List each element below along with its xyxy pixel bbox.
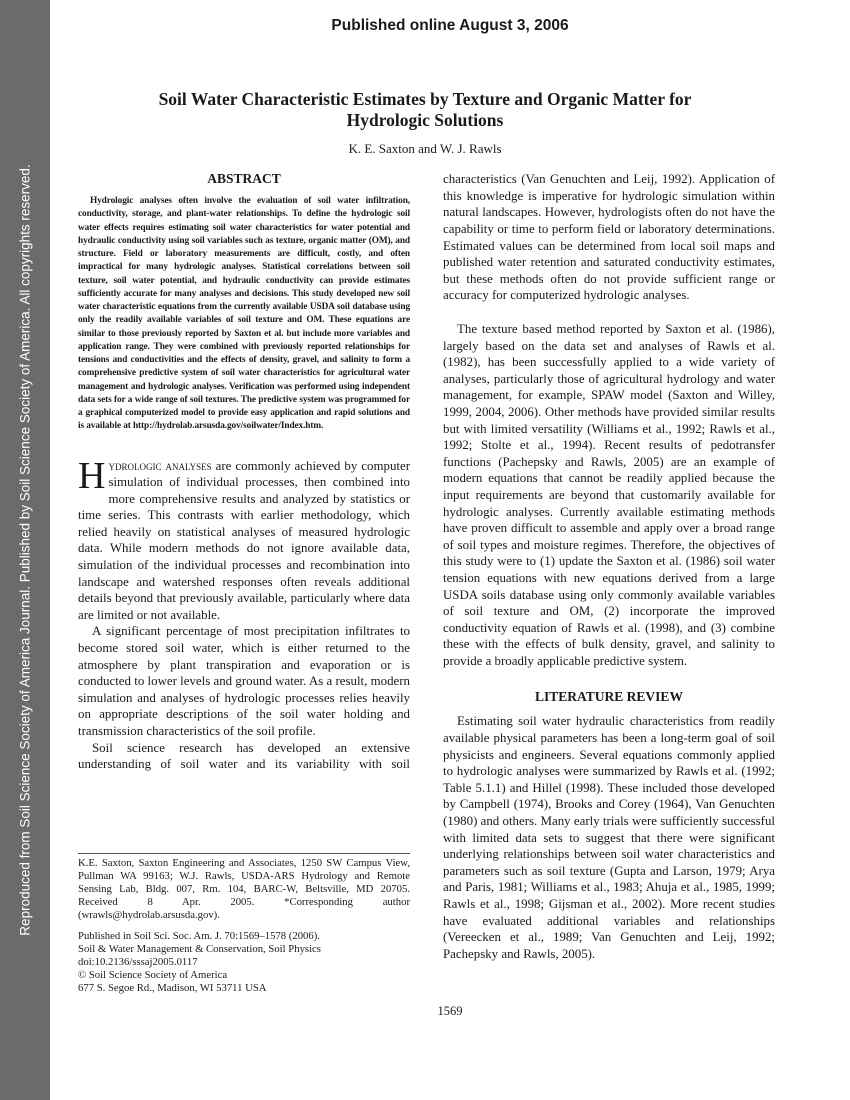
- intro-smallcaps: ydrologic analyses: [108, 458, 212, 473]
- right-column: [443, 171, 775, 962]
- intro-paragraph-1: [78, 454, 410, 624]
- side-banner: [0, 0, 50, 1100]
- intro-paragraph-3-tail: characteristics (Van Genuchten and Leij, 1992). Application of this knowledge is imperative for hydrologic simulation within natural landscapes. However, hydrologists often do not have the capability or time to perform field or laboratory determinations. Estimated values can be determined from local soil maps and published water retention and saturated conductivity estimates, but these methods often do not provide sufficient range or accuracy for computerized hydrologic analyses.: [443, 172, 775, 303]
- page-number: 1569: [437, 1004, 463, 1018]
- intro-paragraph-4: The texture based method reported by Saxton et al. (1986), largely based on the data set and analyses of Rawls et al. (1982), has been successfully applied to a wide variety of analyses, particularly those of agricultural hydrology and water management, for example, SPAW model (Saxton and Willey, 1999, 2004, 2006). Other methods have provided similar results but with limited versatility (Williams et al., 1992; Rawls et al., 1992; Stolte et al., 1994). Recent results of pedotransfer functions (Pachepsky and Rawls, 2005) are an example of modern equations that cannot be readily applied because the input requirements are beyond that customarily available for hydrologic analyses. Currently available estimating methods have proven difficult to assemble and apply over a broad range of soil types and moisture regimes. Therefore, the objectives of this study were to (1) update the Saxton et al. (1986) soil water tension equations with new equations derived from a large USDA soils database using only commonly available variables of soil texture and OM, (2) incorporate the improved conductivity equation of Rawls et al. (1998), and (3) combine these with the effects of bulk density, gravel, and salinity to provide a broadly applicable predictive system.: [443, 322, 775, 668]
- publication-info: [78, 930, 410, 995]
- intro-paragraph-3-continued: [443, 171, 775, 321]
- article-authors: K. E. Saxton and W. J. Rawls: [348, 141, 502, 156]
- publication-doi: doi:10.2136/sssaj2005.0117: [78, 956, 198, 968]
- intro-paragraph-3: Soil science research has developed an extensive understanding of soil water and its variability with soil: [78, 740, 410, 772]
- publication-address: 677 S. Segoe Rd., Madison, WI 53711 USA: [78, 982, 267, 994]
- reproduction-notice: Reproduced from Soil Science Society of America Journal. Published by Soil Science Society of America. All copyrights reserved.: [17, 164, 33, 936]
- published-date: Published online August 3, 2006: [331, 17, 569, 34]
- literature-paragraph-1: Estimating soil water hydraulic characteristics from readily available physical parameters has been a long-term goal of soil physicists and engineers. Several equations commonly applied to hydrologic analyses were summarized by Rawls et al. (1992; Table 5.1.1) and Hillel (1998). These included those developed by Campbell (1974), Brooks and Corey (1964), Van Genuchten (1980) and others. Many early trials were sufficiently successful with limited data sets to suggest that there were significant underlying relationships between soil water characteristics and parameters such as soil texture (Gupta and Larson, 1979; Arya and Paris, 1981; Williams et al., 1983; Ahuja et al., 1985, 1999; Rawls et al., 1998; Gijsman et al., 2002). More recent studies have evaluated additional variables and relationships (Vereecken et al., 1989; Van Genuchten and Leij, 1992; Pachepsky and Rawls, 2005).: [443, 714, 775, 961]
- intro-paragraph-2: A significant percentage of most precipitation infiltrates to become stored soil water, which is either returned to the atmosphere by plant transpiration and evaporation or is conducted to lower levels and ground water. As a result, modern simulation and analyses of hydrologic processes relies heavily on appropriate descriptions of the soil water holding and transmission characteristics of the soil profile.: [78, 624, 410, 738]
- abstract-heading: ABSTRACT: [207, 171, 281, 186]
- author-affiliations: K.E. Saxton, Saxton Engineering and Associates, 1250 SW Campus View, Pullman WA 99163; W.J. Rawls, USDA-ARS Hydrology and Remote Sensing Lab, Bldg. 007, Rm. 104, BARC-W, Beltsville, MD 20705. Received 8 Apr. 2005. *Corresponding author (wrawls@hydrolab.arsusda.gov).: [78, 857, 410, 921]
- abstract-text: Hydrologic analyses often involve the evaluation of soil water infiltration, conductivity, storage, and plant-water relationships. To define the hydrologic soil water effects requires estimating soil water characteristics for water potential and hydraulic conductivity using soil variables such as texture, organic matter (OM), and structure. Field or laboratory measurements are difficult, costly, and often impractical for many hydrologic analyses. Statistical correlations between soil texture, soil water potential, and hydraulic conductivity can provide estimates sufficiently accurate for many analyses and decisions. This study developed new soil water characteristic equations from the currently available USDA soil database using only the readily available variables of soil texture and OM. These equations are similar to those previously reported by Saxton et al. but include more variables and application range. They were combined with previously reported relationships for tensions and conductivities and the effects of density, gravel, and salinity to form a comprehensive predictive system of soil water characteristics for agricultural water management and hydrologic analyses. Verification was performed using independent data sets for a wide range of soil textures. The predictive system was programmed for a graphical computerized model to provide easy application and rapid solutions and is available at http://hydrolab.arsusda.gov/soilwater/Index.htm.: [78, 196, 410, 432]
- footnote-divider: [78, 853, 410, 854]
- literature-review-heading: LITERATURE REVIEW: [535, 689, 683, 705]
- drop-cap: H: [78, 454, 106, 497]
- publication-section: Soil & Water Management & Conservation, Soil Physics: [78, 943, 321, 955]
- article-title: Soil Water Characteristic Estimates by Texture and Organic Matter for Hydrologic Solutions: [158, 89, 692, 130]
- left-column: [78, 171, 410, 773]
- intro-text: are commonly achieved by computer simulation of individual processes, then combined into more comprehensive results and analyzed by statistics or time series. This contrasts with earlier methodology, which relied heavily on statistical analyses of measured hydrologic data. While modern methods do not ignore available data, simulation of the individual processes and recombination into landscape and watershed responses often reveals additional details beyond that previously available, particularly where data are limited or not available.: [78, 458, 410, 622]
- publication-copyright: © Soil Science Society of America: [78, 969, 228, 981]
- publication-citation: Published in Soil Sci. Soc. Am. J. 70:1569–1578 (2006).: [78, 930, 320, 942]
